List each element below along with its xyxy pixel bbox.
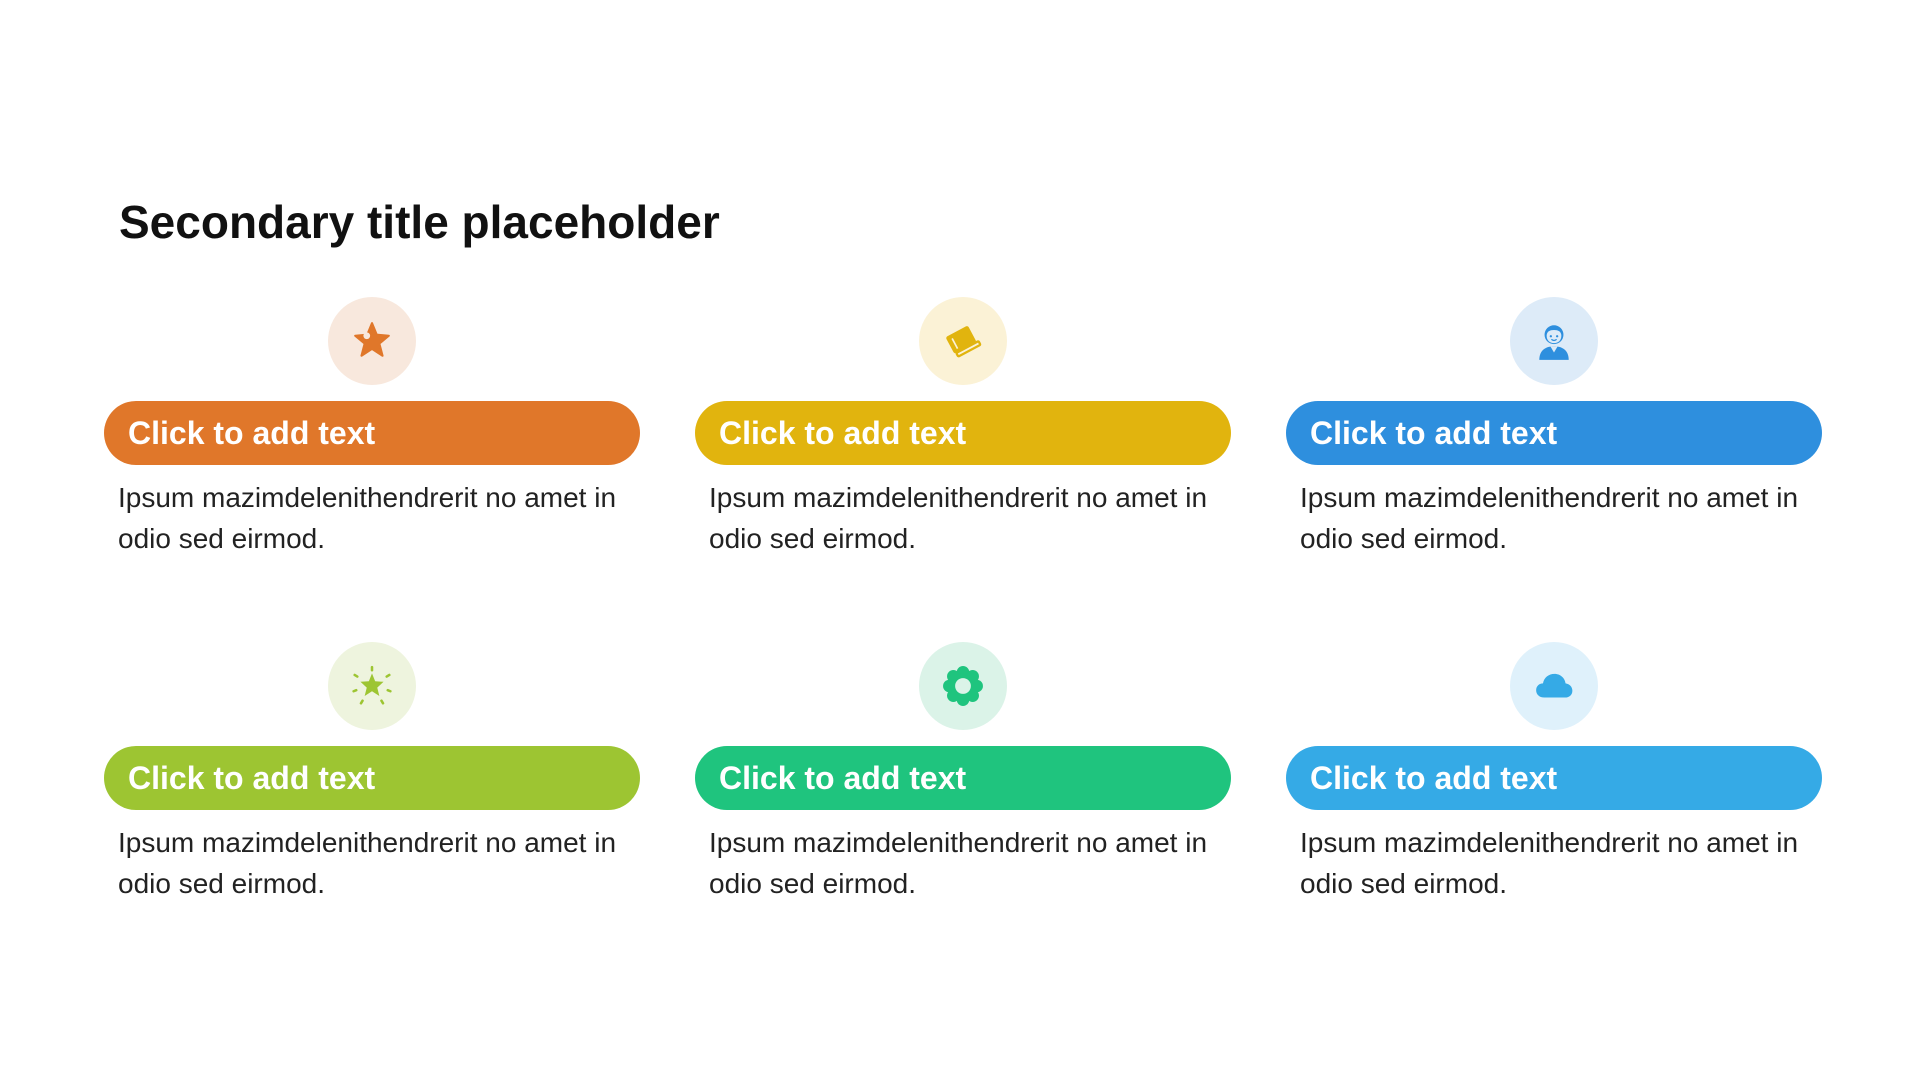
cloud-icon: [1533, 665, 1575, 707]
icon-badge: [328, 642, 416, 730]
feature-card: [1286, 642, 1822, 902]
card-heading: Click to add text: [719, 415, 967, 451]
card-heading-button[interactable]: [695, 746, 1231, 810]
icon-badge: [919, 297, 1007, 385]
card-description[interactable]: Ipsum mazimdelenithendrerit no amet in odio sed eirmod.: [709, 827, 1208, 899]
person-icon: [1533, 320, 1575, 362]
card-description[interactable]: Ipsum mazimdelenithendrerit no amet in odio sed eirmod.: [118, 482, 617, 554]
sparkle-star-icon: [351, 665, 393, 707]
card-heading-button[interactable]: [1286, 401, 1822, 465]
feature-card: [1286, 297, 1822, 557]
card-heading: Click to add text: [128, 760, 376, 796]
card-heading-button[interactable]: [104, 401, 640, 465]
card-description[interactable]: Ipsum mazimdelenithendrerit no amet in odio sed eirmod.: [709, 482, 1208, 554]
card-description[interactable]: Ipsum mazimdelenithendrerit no amet in odio sed eirmod.: [118, 827, 617, 899]
icon-badge: [328, 297, 416, 385]
card-heading-button[interactable]: [695, 401, 1231, 465]
star-badge-icon: [351, 320, 393, 362]
feature-card: [104, 297, 640, 557]
feature-card: [695, 642, 1231, 902]
card-description[interactable]: Ipsum mazimdelenithendrerit no amet in odio sed eirmod.: [1300, 827, 1799, 899]
icon-badge: [1510, 297, 1598, 385]
card-heading-button[interactable]: [1286, 746, 1822, 810]
card-heading: Click to add text: [1310, 415, 1558, 451]
card-heading: Click to add text: [128, 415, 376, 451]
book-icon: [942, 320, 984, 362]
card-heading: Click to add text: [1310, 760, 1558, 796]
icon-badge: [1510, 642, 1598, 730]
flower-icon: [942, 665, 984, 707]
feature-card: [695, 297, 1231, 557]
card-description[interactable]: Ipsum mazimdelenithendrerit no amet in odio sed eirmod.: [1300, 482, 1799, 554]
slide-title[interactable]: Secondary title placeholder: [119, 196, 720, 248]
feature-card: [104, 642, 640, 902]
card-heading-button[interactable]: [104, 746, 640, 810]
card-heading: Click to add text: [719, 760, 967, 796]
icon-badge: [919, 642, 1007, 730]
